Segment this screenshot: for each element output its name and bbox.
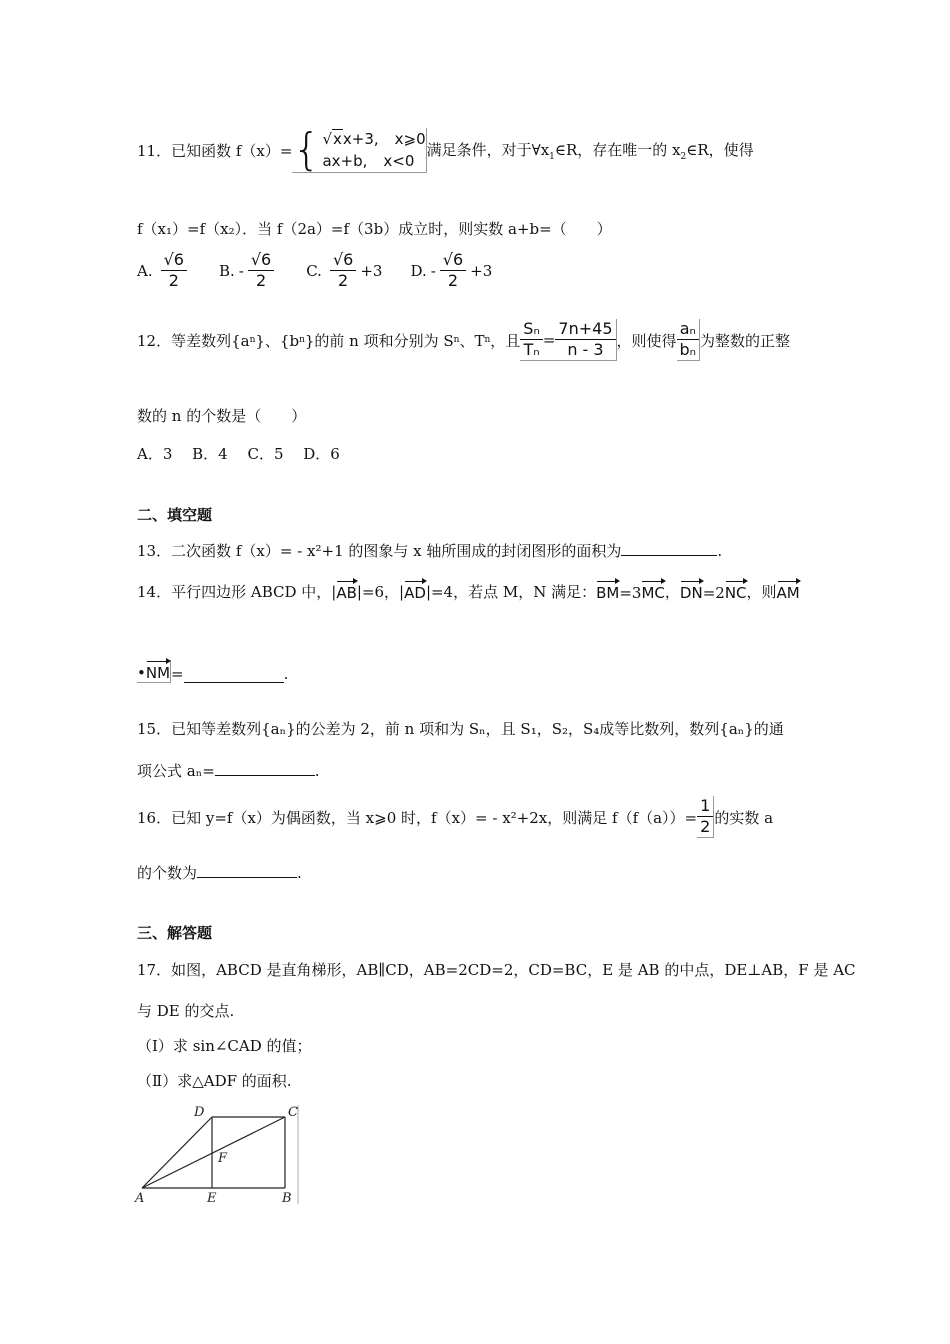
- sqrt6-over-2: $\frac{√6}{2}$: [440, 250, 466, 291]
- label-d: D: [194, 1105, 205, 1120]
- label-f: F: [218, 1151, 228, 1166]
- q11-line2: f（x₁）=f（x₂）．当 f（2a）=f（3b）成立时，则实数 a+b=（ ）: [137, 220, 612, 238]
- q17-part1: （Ⅰ）求 sin∠CAD 的值；: [137, 1037, 312, 1055]
- vector-nc: NC: [725, 580, 747, 602]
- trapezoid-figure: [130, 1100, 310, 1210]
- q11-prefix: 11．已知函数 f（x）=: [137, 141, 293, 160]
- q15-line1: 15．已知等差数列{aₙ}的公差为 2，前 n 项和为 Sₙ，且 S₁，S₂，S₄成等比数列，数列{aₙ}的通: [137, 720, 784, 738]
- q11-option-b: B. - $\frac{√6}{2}$: [219, 250, 278, 291]
- q11-option-d: D. - $\frac{√6}{2}$ +3: [410, 250, 493, 290]
- q17-part2: （Ⅱ）求△ADF 的面积.: [137, 1072, 292, 1090]
- q11-line1: [137, 120, 754, 180]
- q11-option-c: C. $\frac{√6}{2}$ +3: [306, 250, 383, 290]
- q11-option-a: A. $\frac{√6}{2}$: [137, 250, 191, 291]
- piecewise-function: { √xx+3, x⩾0 ax+b, x<0: [292, 123, 426, 175]
- segment-ad: [142, 1117, 212, 1188]
- section-solution-heading: 三、解答题: [137, 924, 213, 942]
- section-fill-in-blank-heading: 二、填空题: [137, 506, 213, 524]
- one-half-fraction: $\frac{1}{2}$: [697, 796, 714, 838]
- q17-line2: 与 DE 的交点.: [137, 1002, 235, 1020]
- answer-blank: [215, 761, 315, 776]
- q16-line1: 16．已知 y=f（x）为偶函数，当 x⩾0 时，f（x）= - x²+2x，则满足 f（f（a））= $\frac{1}{2}$ 的实数 a: [137, 796, 774, 836]
- answer-blank: [197, 863, 297, 878]
- label-c: C: [288, 1105, 298, 1120]
- q12-ratio-formula: $\frac{\text{Sₙ}}{\text{Tₙ}}$ = $\frac{7n+45}{n - 3}$: [520, 319, 616, 361]
- answer-blank: [184, 668, 284, 683]
- q12-an-bn-fraction: $\frac{\text{aₙ}}{\text{bₙ}}$: [677, 319, 701, 361]
- q12-options: A．3 B．4 C．5 D．6: [137, 445, 340, 463]
- sqrt6-over-2: $\frac{√6}{2}$: [330, 250, 356, 291]
- q11-suffix: 满足条件，对于$\forall x_1\in R$，存在唯一的 $x_2\in R$，使得: [426, 140, 754, 162]
- sqrt6-over-2: $\frac{√6}{2}$: [161, 250, 187, 291]
- vector-bm: BM: [596, 580, 619, 602]
- q12-line2: 数的 n 的个数是（ ）: [137, 407, 307, 425]
- segment-ac: [142, 1117, 285, 1188]
- sqrt6-over-2: $\frac{√6}{2}$: [248, 250, 274, 291]
- q13: 13．二次函数 f（x）= - x²+1 的图象与 x 轴所围成的封闭图形的面积为 .: [137, 542, 723, 560]
- q17-line1: 17．如图，ABCD 是直角梯形，AB∥CD，AB=2CD=2，CD=BC，E 是 AB 的中点，DE⊥AB，F 是 AC: [137, 961, 856, 979]
- case1-cond: x⩾0: [394, 129, 426, 148]
- answer-blank: [621, 541, 717, 556]
- case1-expr: √xx+3,: [322, 129, 379, 148]
- q14-line2: • NM = .: [137, 660, 288, 683]
- label-a: A: [135, 1191, 145, 1206]
- vector-ad: AD: [404, 580, 426, 602]
- q12-line1: 12．等差数列{a n }、{b n }的前 n 项和分别为 S n 、T n ，且 $\frac{\text{Sₙ}}{\text{Tₙ}}$ = $\frac{7n+45}{n - 3}$ ，则使得 $\frac{\text{aₙ}}{\text{bₙ}}$ 为整数的正整: [137, 319, 791, 359]
- case2-cond: x<0: [383, 151, 415, 170]
- vector-ab: AB: [336, 580, 357, 602]
- vector-mc: MC: [641, 580, 664, 602]
- vector-am: AM: [777, 580, 800, 602]
- case2-expr: ax+b,: [322, 151, 368, 170]
- vector-nm: NM: [146, 660, 170, 682]
- q11-options: [137, 250, 506, 291]
- vector-dn: DN: [680, 580, 703, 602]
- label-b: B: [282, 1191, 292, 1206]
- q14-line1: 14．平行四边形 ABCD 中，| AB |=6，| AD |=4，若点 M，N 满足： BM =3 MC ， DN =2 NC ，则 AM: [137, 580, 800, 602]
- q15-line2: 项公式 aₙ= .: [137, 762, 320, 780]
- q16-line2: 的个数为 .: [137, 864, 302, 882]
- label-e: E: [207, 1191, 217, 1206]
